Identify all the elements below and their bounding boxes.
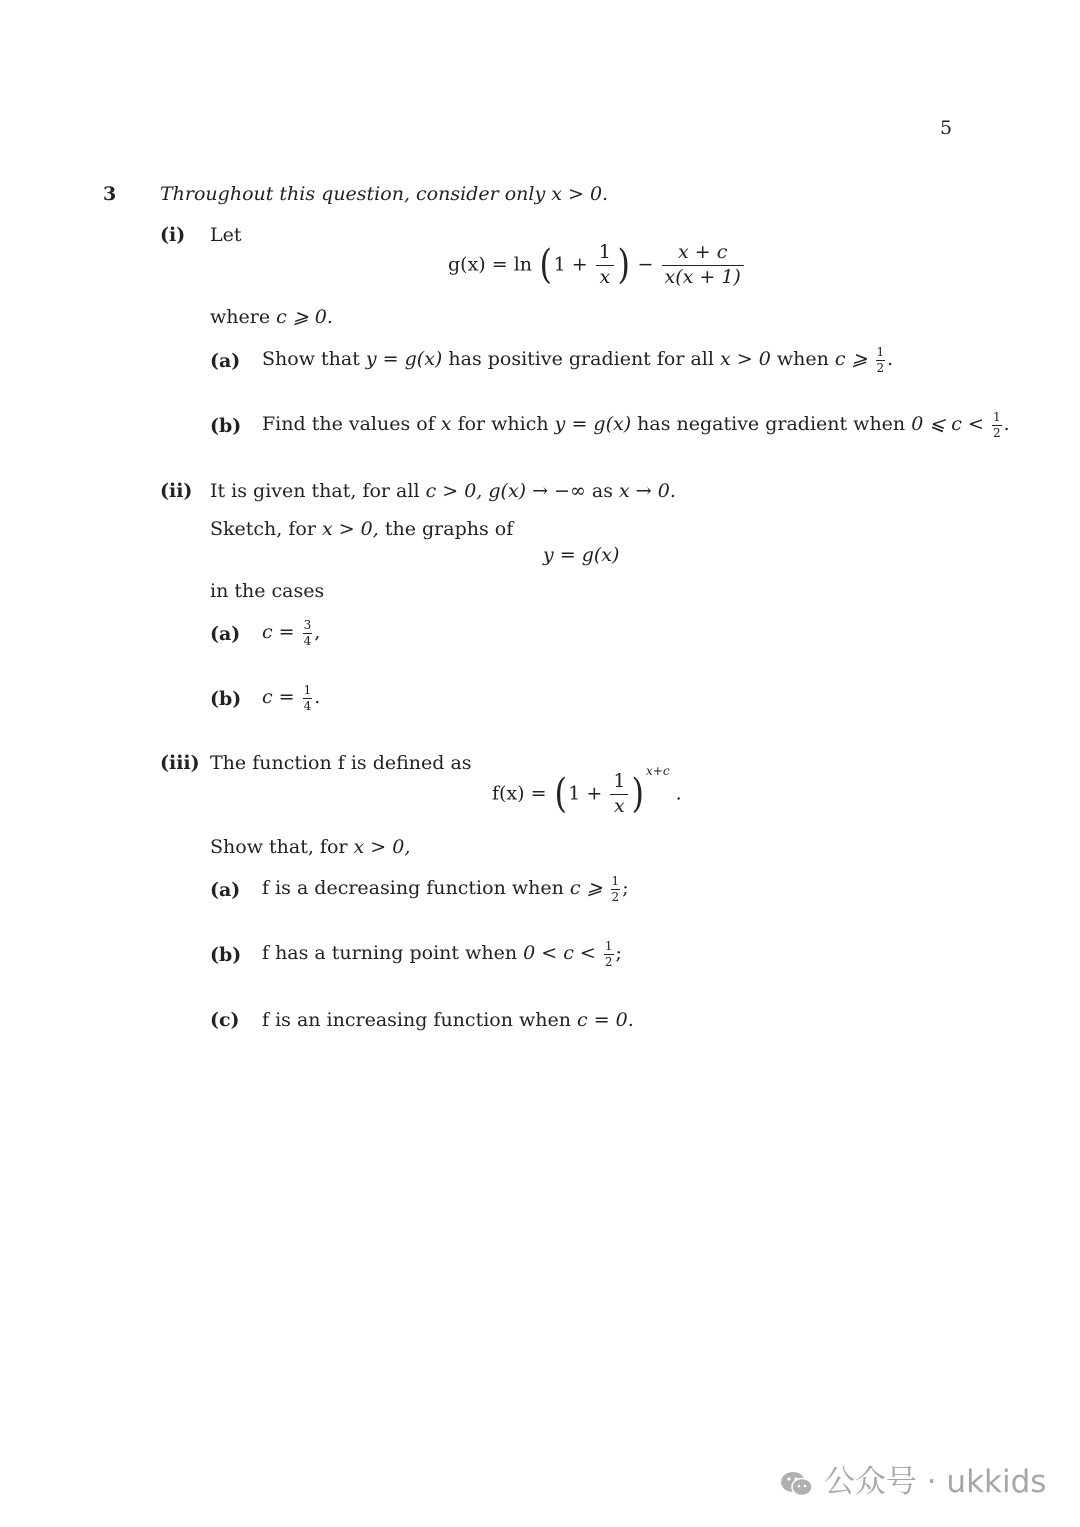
- part-iii-b-label: (b): [210, 944, 242, 966]
- page-number: 5: [940, 117, 953, 139]
- part-iii-a-text: f is a decreasing function when c ⩾ $\frac{1}{2}$ ;: [262, 874, 629, 904]
- part-i-label: (i): [160, 224, 186, 246]
- g-fraction: $\frac{x + c}{x(x + 1)}$: [662, 243, 744, 288]
- part-ii-label: (ii): [160, 480, 193, 502]
- left-paren: (: [539, 242, 553, 289]
- half-fraction: $\frac{1}{2}$: [992, 410, 1001, 440]
- part-iii-c-text: f is an increasing function when c = 0.: [262, 1009, 634, 1031]
- intro-condition: x > 0.: [551, 183, 609, 205]
- three-quarters: $\frac{3}{4}$: [303, 618, 312, 648]
- half-fraction: $\frac{1}{2}$: [876, 345, 885, 375]
- g-lhs: g(x) = ln: [448, 253, 533, 276]
- part-ii-a-expr: c = $\frac{3}{4}$ ,: [262, 618, 321, 648]
- part-ii-line1: It is given that, for all c > 0, g(x) → −∞ as x → 0.: [210, 480, 676, 502]
- left-paren: (: [554, 771, 567, 818]
- part-iii-a-label: (a): [210, 879, 241, 901]
- part-ii-display: y = g(x): [543, 544, 620, 566]
- part-i-a-label: (a): [210, 350, 241, 372]
- right-paren: ): [631, 771, 645, 818]
- question-intro: [160, 185, 608, 204]
- part-ii-b-label: (b): [210, 688, 242, 710]
- part-iii-show: Show that, for x > 0,: [210, 836, 411, 858]
- formula-f: [492, 764, 682, 818]
- watermark: [780, 1464, 1047, 1500]
- one-plus: 1 +: [553, 253, 588, 276]
- half-fraction: $\frac{1}{2}$: [611, 874, 620, 904]
- watermark-text: 公众号 · ukkids: [823, 1464, 1047, 1500]
- right-paren: ): [617, 242, 630, 289]
- part-ii-cases: in the cases: [210, 580, 325, 602]
- part-ii-b-expr: c = $\frac{1}{4}$ .: [262, 683, 321, 713]
- half-fraction: $\frac{1}{2}$: [604, 939, 613, 969]
- f-exponent: x+c: [646, 764, 670, 779]
- one-over-x: $\frac{1}{x}$: [610, 772, 628, 817]
- part-i-lead: Let: [210, 224, 242, 246]
- part-i-where: where c ⩾ 0.: [210, 306, 333, 328]
- part-ii-a-label: (a): [210, 623, 241, 645]
- wechat-icon: [780, 1470, 814, 1498]
- f-lhs: f(x) =: [492, 782, 547, 805]
- part-iii-b-text: f has a turning point when 0 < c < $\frac{1}{2}$ ;: [262, 939, 622, 969]
- f-period: .: [675, 782, 682, 805]
- one-plus: 1 +: [568, 782, 603, 805]
- intro-text: Throughout this question, consider only: [160, 183, 546, 205]
- one-quarter: $\frac{1}{4}$: [303, 683, 312, 713]
- part-i-b-label: (b): [210, 415, 242, 437]
- formula-g: [448, 243, 746, 288]
- part-i-b-text: Find the values of x for which y = g(x) has negative gradient when 0 ⩽ c < $\frac{1}{2}$ .: [262, 410, 1010, 440]
- question-number: 3: [103, 183, 117, 205]
- part-iii-label: (iii): [160, 752, 200, 774]
- part-ii-line2: Sketch, for x > 0, the graphs of: [210, 518, 514, 540]
- part-i-a-text: Show that y = g(x) has positive gradient for all x > 0 when c ⩾ $\frac{1}{2}$ .: [262, 345, 894, 375]
- one-over-x: $\frac{1}{x}$: [596, 243, 614, 288]
- minus-sign: −: [637, 253, 654, 276]
- part-iii-c-label: (c): [210, 1009, 240, 1031]
- part-iii-line1: The function f is defined as: [210, 752, 472, 774]
